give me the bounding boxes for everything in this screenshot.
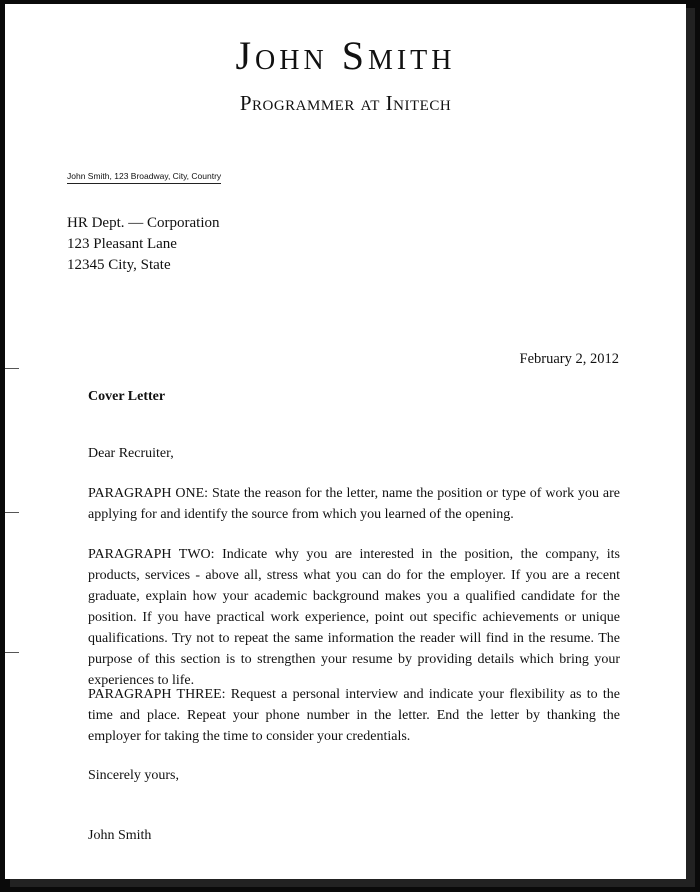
recipient-address bbox=[67, 213, 219, 276]
fold-mark-top bbox=[5, 368, 19, 369]
recipient-line-1: HR Dept. — Corporation bbox=[67, 215, 220, 231]
letter-subject: Cover Letter bbox=[88, 389, 166, 404]
signature-name: John Smith bbox=[88, 828, 152, 843]
recipient-line-3: 12345 City, State bbox=[67, 257, 171, 273]
sender-name: John Smith bbox=[235, 33, 456, 78]
letter-date: February 2, 2012 bbox=[519, 351, 619, 367]
salutation: Dear Recruiter, bbox=[88, 446, 174, 461]
closing: Sincerely yours, bbox=[88, 768, 179, 783]
paragraph-one: PARAGRAPH ONE: State the reason for the letter, name the position or type of work you are applying for and identify the source from which you learned of the opening. bbox=[88, 486, 620, 522]
fold-mark-middle bbox=[5, 512, 19, 513]
recipient-line-2: 123 Pleasant Lane bbox=[67, 236, 177, 252]
paragraph-three: PARAGRAPH THREE: Request a personal interview and indicate your flexibility as to the time and place. Repeat your phone number in the letter. End the letter by thanking the employer for taking the time to consider your credentials. bbox=[88, 687, 620, 744]
letter-page bbox=[5, 4, 686, 879]
page-shadow-bottom bbox=[10, 879, 695, 887]
page-shadow-right bbox=[686, 8, 695, 884]
return-address: John Smith, 123 Broadway, City, Country bbox=[67, 171, 221, 184]
fold-mark-bottom bbox=[5, 652, 19, 653]
sender-title: Programmer at Initech bbox=[239, 91, 452, 115]
paragraph-two: PARAGRAPH TWO: Indicate why you are interested in the position, the company, its products, services - above all, stress what you can do for the employer. If you are a recent graduate, explain how your academic background makes you a qualified candidate for the position. If you have practical work experience, point out specific achievements or unique qualifications. Try not to repeat the same information the reader will find in the resume. The purpose of this section is to strengthen your resume by providing details which bring your experiences to life. bbox=[88, 547, 620, 688]
